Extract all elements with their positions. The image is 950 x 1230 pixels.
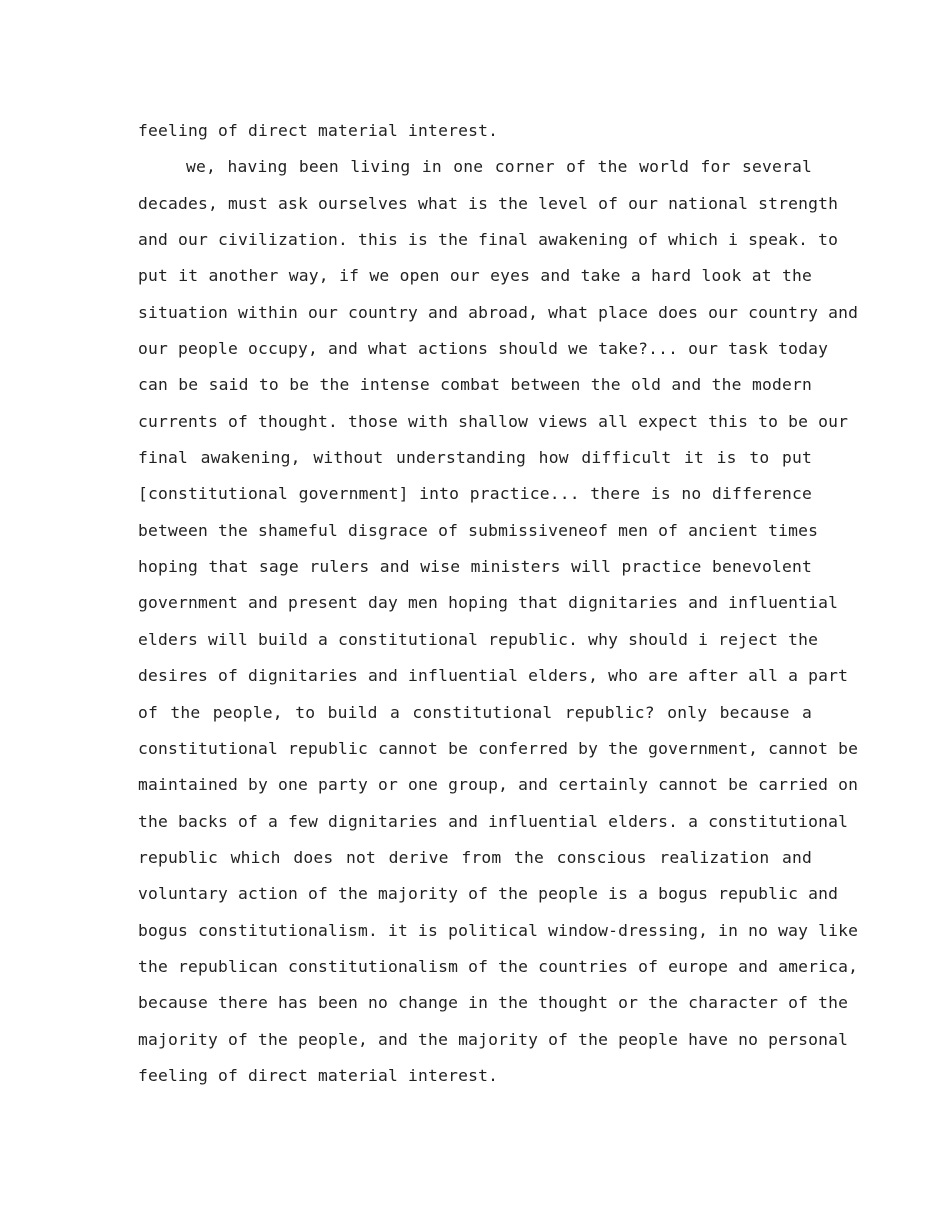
text-line: feeling of direct material interest. xyxy=(138,121,499,140)
text-line: maintained by one party or one group, and certainly cannot be carried on xyxy=(138,775,859,795)
text-line: majority of the people, and the majority of the people have no personal xyxy=(138,1029,849,1049)
text-line: between the shameful disgrace of submissiveneof men of ancient times xyxy=(138,520,819,540)
text-line: constitutional republic cannot be conferred by the government, cannot be xyxy=(138,738,859,758)
text-line: elders will build a constitutional republic. why should i reject the xyxy=(138,629,819,649)
text-line: [constitutional government] into practice... there is no difference xyxy=(138,484,812,504)
text-line: our people occupy, and what actions should we take?... our task today xyxy=(138,339,829,359)
text-line: can be said to be the intense combat between the old and the modern xyxy=(138,375,812,395)
text-line: the backs of a few dignitaries and influential elders. a constitutional xyxy=(138,811,849,831)
body-text xyxy=(138,113,859,1094)
text-line: republic which does not derive from the conscious realization and xyxy=(138,847,812,867)
text-line: bogus constitutionalism. it is political window-dressing, in no way like xyxy=(138,920,859,940)
text-line: of the people, to build a constitutional republic? only because a xyxy=(138,702,812,722)
text-line: hoping that sage rulers and wise ministers will practice benevolent xyxy=(138,557,812,577)
paragraph-first-line: we, having been living in one corner of the world for several xyxy=(186,157,812,177)
text-line: government and present day men hoping that dignitaries and influential xyxy=(138,593,839,613)
text-line: and our civilization. this is the final awakening of which i speak. to xyxy=(138,230,839,250)
text-line: currents of thought. those with shallow views all expect this to be our xyxy=(138,411,849,431)
text-line: decades, must ask ourselves what is the level of our national strength xyxy=(138,193,839,213)
text-line: the republican constitutionalism of the countries of europe and america, xyxy=(138,956,859,976)
text-line: situation within our country and abroad, what place does our country and xyxy=(138,302,859,322)
text-line: voluntary action of the majority of the people is a bogus republic and xyxy=(138,884,839,904)
paragraph-last-line: feeling of direct material interest. xyxy=(138,1065,499,1085)
text-line: final awakening, without understanding how difficult it is to put xyxy=(138,448,812,468)
text-line: put it another way, if we open our eyes and take a hard look at the xyxy=(138,266,812,286)
text-line: because there has been no change in the thought or the character of the xyxy=(138,993,849,1013)
text-line: desires of dignitaries and influential elders, who are after all a part xyxy=(138,666,849,686)
